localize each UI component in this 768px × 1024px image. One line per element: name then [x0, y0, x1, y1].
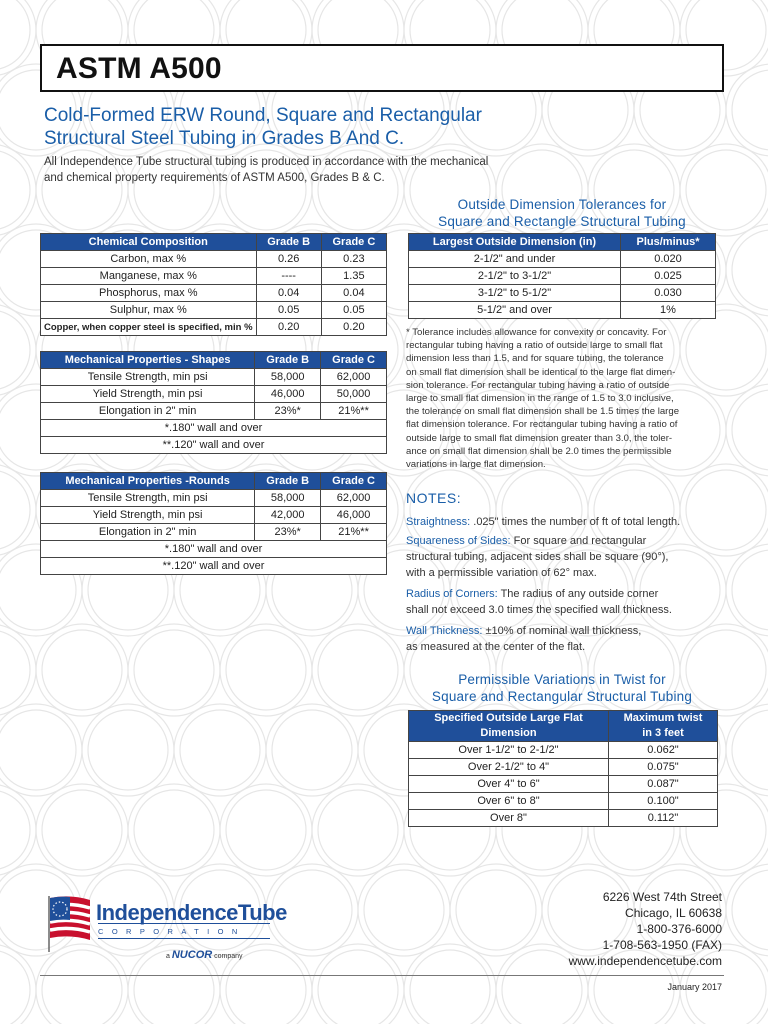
table-cell: 21%** [321, 524, 387, 541]
od-tolerance-title-line-1: Outside Dimension Tolerances for [457, 197, 667, 212]
twist-title [404, 671, 720, 705]
table-cell: 0.23 [321, 251, 386, 268]
page-title: ASTM A500 [56, 52, 222, 85]
contact-address [569, 889, 722, 969]
tolerance-footnote [406, 326, 722, 471]
table-note: **.120" wall and over [41, 437, 387, 454]
table-header-cell: Grade B [255, 473, 321, 490]
table-row [409, 810, 718, 827]
table-cell: 0.20 [321, 319, 386, 336]
note-label: Wall Thickness: [406, 625, 483, 637]
note-text: .025" times the number of ft of total length. [470, 516, 681, 528]
note-label: Squareness of Sides: [406, 535, 511, 547]
table-row [41, 524, 387, 541]
table-cell: Elongation in 2" min [41, 403, 255, 420]
table-cell: 58,000 [255, 490, 321, 507]
table-row [41, 490, 387, 507]
table-header-cell: Grade B [256, 234, 321, 251]
table-cell: 0.05 [321, 302, 386, 319]
table-cell: 0.04 [256, 285, 321, 302]
header-line: in 3 feet [642, 727, 684, 739]
note-text: For square and rectangular [510, 535, 647, 547]
table-cell: 42,000 [255, 507, 321, 524]
table-row [409, 251, 716, 268]
table-cell: 2-1/2" to 3-1/2" [409, 268, 621, 285]
footnote-line: variations in large flat dimension. [406, 459, 546, 471]
footnote-line: on small flat dimension shall be identical to the large flat dimen- [406, 366, 676, 378]
table-cell: 46,000 [255, 386, 321, 403]
table-cell: Carbon, max % [41, 251, 257, 268]
table-cell: 0.20 [256, 319, 321, 336]
table-cell: 3-1/2" to 5-1/2" [409, 285, 621, 302]
header-line: Dimension [480, 727, 537, 739]
table-note-row [41, 558, 387, 575]
footnote-line: dimension less than 1.5, and for square tubing, the tolerance [406, 353, 664, 365]
intro-line-1: All Independence Tube structural tubing is produced in accordance with the mechanical [44, 156, 489, 168]
table-cell: 58,000 [255, 369, 321, 386]
website-link[interactable]: www.independencetube.com [568, 954, 722, 968]
table-row [409, 302, 716, 319]
table-cell: Yield Strength, min psi [41, 507, 255, 524]
table-cell: 62,000 [321, 490, 387, 507]
table-cell: 21%** [321, 403, 387, 420]
footnote-line: flat dimension tolerance. For rectangular tubing having a ratio of [406, 419, 678, 431]
table-cell: 0.100" [609, 793, 718, 810]
table-cell: Copper, when copper steel is specified, min % [41, 319, 257, 336]
table-cell: 62,000 [321, 369, 387, 386]
table-note-row [41, 541, 387, 558]
note-radius [406, 586, 726, 618]
table-cell: Tensile Strength, min psi [41, 369, 255, 386]
note-squareness [406, 533, 726, 581]
twist-table [408, 710, 718, 827]
od-tolerance-table [408, 233, 716, 319]
note-label: Straightness: [406, 516, 471, 528]
footnote-line: outside large to small flat dimension greater than 3.0, the toler- [406, 432, 673, 444]
table-cell: 1% [621, 302, 716, 319]
note-straightness [406, 514, 726, 530]
address-city: Chicago, IL 60638 [625, 906, 722, 920]
table-cell: 0.04 [321, 285, 386, 302]
table-header-cell [409, 711, 609, 742]
table-cell: Over 4" to 6" [409, 776, 609, 793]
table-cell: 0.087" [609, 776, 718, 793]
table-header-cell: Grade C [321, 473, 387, 490]
chemical-composition-table [40, 233, 387, 336]
footnote-line: rectangular tubing having a ratio of outside large to small flat [406, 340, 663, 352]
table-cell: 2-1/2" and under [409, 251, 621, 268]
note-text: shall not exceed 3.0 times the specified wall thickness. [406, 604, 672, 616]
od-tolerance-title [404, 196, 720, 230]
table-cell: Over 8" [409, 810, 609, 827]
table-cell: 23%* [255, 524, 321, 541]
table-row [41, 285, 387, 302]
table-row [41, 403, 387, 420]
address-fax: 1-708-563-1950 (FAX) [602, 938, 722, 952]
intro-line-2: and chemical property requirements of ASTM A500, Grades B & C. [44, 172, 385, 184]
table-row [409, 776, 718, 793]
table-header-row [41, 352, 387, 369]
header-line: Specified Outside Large Flat [434, 712, 583, 724]
flag-icon [46, 894, 94, 954]
table-header-cell: Chemical Composition [41, 234, 257, 251]
nucor-prefix: a [166, 953, 170, 960]
table-cell: Over 1-1/2" to 2-1/2" [409, 742, 609, 759]
table-cell: 0.030 [621, 285, 716, 302]
header-line: Maximum twist [623, 712, 703, 724]
table-row [41, 507, 387, 524]
document-date: January 2017 [667, 982, 722, 992]
table-cell: 0.05 [256, 302, 321, 319]
table-row [409, 742, 718, 759]
subtitle-line-2: Structural Steel Tubing in Grades B And C. [44, 128, 405, 149]
table-row [41, 251, 387, 268]
table-cell: 50,000 [321, 386, 387, 403]
table-row [409, 268, 716, 285]
table-row [409, 759, 718, 776]
table-row [41, 302, 387, 319]
table-cell: Over 6" to 8" [409, 793, 609, 810]
table-cell: Over 2-1/2" to 4" [409, 759, 609, 776]
table-row [41, 369, 387, 386]
table-header-row [41, 473, 387, 490]
table-note-row [41, 420, 387, 437]
table-header-cell: Mechanical Properties - Shapes [41, 352, 255, 369]
table-header-cell: Plus/minus* [621, 234, 716, 251]
nucor-company: company [214, 953, 243, 960]
table-cell: 0.112" [609, 810, 718, 827]
table-cell: Tensile Strength, min psi [41, 490, 255, 507]
table-cell: ---- [256, 268, 321, 285]
table-header-row [409, 234, 716, 251]
table-row [41, 386, 387, 403]
table-cell: 0.075" [609, 759, 718, 776]
logo-rule [98, 938, 270, 939]
logo-corporation: CORPORATION [98, 927, 246, 936]
address-phone: 1-800-376-6000 [636, 922, 722, 936]
table-cell: Elongation in 2" min [41, 524, 255, 541]
table-note: *.180" wall and over [41, 541, 387, 558]
table-cell: 5-1/2" and over [409, 302, 621, 319]
table-cell: Phosphorus, max % [41, 285, 257, 302]
table-cell: 46,000 [321, 507, 387, 524]
company-logo [46, 886, 286, 976]
table-header-cell: Grade C [321, 234, 386, 251]
twist-title-line-2: Square and Rectangular Structural Tubing [431, 689, 693, 704]
notes-title: NOTES: [406, 490, 462, 506]
logo-name: IndependenceTube [96, 900, 287, 925]
note-wall-thickness [406, 623, 726, 655]
note-text: with a permissible variation of 62° max. [406, 567, 597, 579]
footnote-line: large to small flat dimension in the range of 1.5 to 3.0 inclusive, [406, 393, 674, 405]
table-cell: 0.062" [609, 742, 718, 759]
table-cell: 0.025 [621, 268, 716, 285]
table-note: *.180" wall and over [41, 420, 387, 437]
address-street: 6226 West 74th Street [602, 890, 722, 904]
footnote-line: ance on small flat dimension shall be 2.0 times the permissible [406, 445, 672, 457]
table-row [41, 268, 387, 285]
od-tolerance-title-line-2: Square and Rectangle Structural Tubing [438, 214, 686, 229]
note-text: ±10% of nominal wall thickness, [482, 625, 642, 637]
table-row [409, 285, 716, 302]
subtitle-line-1: Cold-Formed ERW Round, Square and Rectangular [44, 105, 482, 126]
table-header-row [409, 711, 718, 742]
table-header-row [41, 234, 387, 251]
nucor-brand: NUCOR [171, 949, 213, 961]
table-cell: Yield Strength, min psi [41, 386, 255, 403]
note-label: Radius of Corners: [406, 588, 498, 600]
footer-rule [40, 975, 724, 976]
table-row [41, 319, 387, 336]
twist-title-line-1: Permissible Variations in Twist for [458, 672, 666, 687]
note-text: structural tubing, adjacent sides shall be square (90°), [406, 551, 669, 563]
table-cell: 1.35 [321, 268, 386, 285]
note-text: The radius of any outside corner [497, 588, 659, 600]
subtitle [44, 104, 604, 150]
note-text: as measured at the center of the flat. [406, 641, 586, 653]
table-header-cell: Mechanical Properties -Rounds [41, 473, 255, 490]
table-cell: 23%* [255, 403, 321, 420]
footnote-line: sion tolerance. For rectangular tubing having a ratio of outside [406, 379, 670, 391]
table-header-cell [609, 711, 718, 742]
intro-text [44, 154, 564, 186]
footnote-line: the tolerance on small flat dimension shall be 1.5 times the large [406, 406, 680, 418]
title-box [40, 44, 724, 92]
table-cell: Sulphur, max % [41, 302, 257, 319]
table-header-cell: Largest Outside Dimension (in) [409, 234, 621, 251]
table-note: **.120" wall and over [41, 558, 387, 575]
footnote-line: * Tolerance includes allowance for convexity or concavity. For [406, 327, 667, 338]
table-row [409, 793, 718, 810]
table-header-cell: Grade C [321, 352, 387, 369]
table-cell: Manganese, max % [41, 268, 257, 285]
nucor-tagline [166, 949, 243, 961]
table-cell: 0.020 [621, 251, 716, 268]
mechanical-shapes-table [40, 351, 387, 454]
table-note-row [41, 437, 387, 454]
table-cell: 0.26 [256, 251, 321, 268]
mechanical-rounds-table [40, 472, 387, 575]
table-header-cell: Grade B [255, 352, 321, 369]
